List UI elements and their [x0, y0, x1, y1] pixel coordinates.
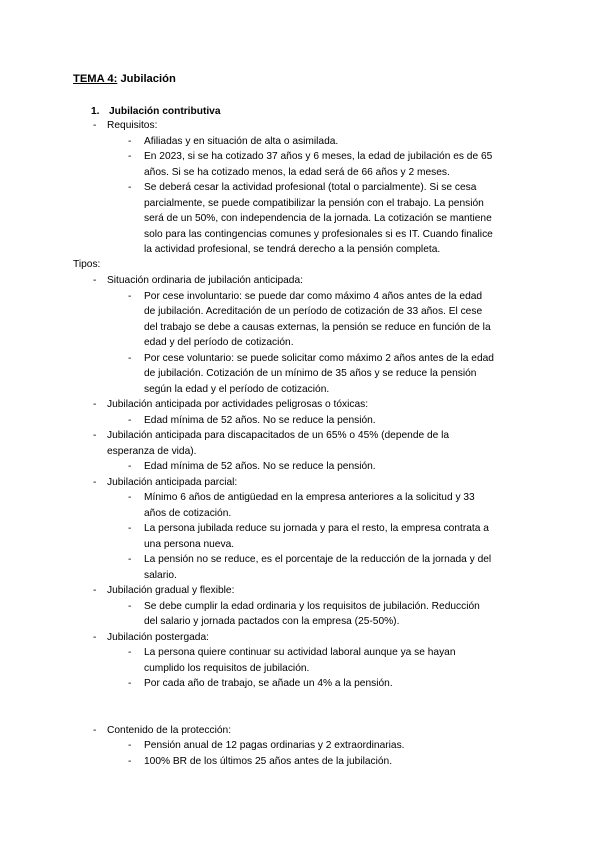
list-item-text: Edad mínima de 52 años. No se reduce la pensión.: [144, 461, 376, 472]
list-item-label: Requisitos:: [107, 120, 158, 131]
page-title: [73, 72, 176, 87]
list-item-text: edad y del período de cotización.: [144, 337, 294, 348]
level2-dash: -: [128, 151, 132, 162]
list-item-label: Jubilación anticipada parcial:: [107, 476, 238, 488]
list-item-text: de jubilación. Acreditación de un período de cotización de 33 años. El cese: [144, 306, 483, 317]
list-item-text: La pensión no se reduce, es el porcentaje de la reducción de la jornada y del: [144, 554, 492, 565]
level2-dash: -: [128, 740, 132, 751]
list-item-text: años de cotización.: [144, 507, 232, 519]
list-item-text: del trabajo se debe a causas externas, la pensión se reduce en función de la: [144, 321, 491, 333]
level2-dash: -: [128, 678, 132, 689]
level2-dash: -: [128, 135, 132, 147]
level2-dash: -: [128, 414, 132, 426]
list-item-text: 100% BR de los últimos 25 años antes de la jubilación.: [144, 755, 393, 767]
list-item-label: Jubilación gradual y flexible:: [107, 585, 235, 596]
level2-dash: -: [128, 523, 132, 534]
section-title: Jubilación contributiva: [109, 106, 221, 117]
level1-dash: -: [93, 275, 97, 286]
list-item-text: de jubilación. Cotización de un mínimo de 35 años y se reduce la pensión: [144, 368, 477, 379]
list-item-text: Se debe cumplir la edad ordinaria y los requisitos de jubilación. Reducción: [144, 600, 480, 612]
list-item-text: Por cese voluntario: se puede solicitar como máximo 2 años antes de la edad: [144, 352, 494, 364]
list-item-text: la actividad profesional, se tendrá derecho a la pensión completa.: [144, 244, 441, 255]
list-item-label: Situación ordinaria de jubilación anticipada:: [107, 275, 303, 286]
list-item-label: Contenido de la protección:: [107, 724, 232, 736]
list-item-label: esperanza de vida).: [107, 445, 197, 457]
level1-dash: -: [93, 724, 97, 736]
list-item-text: Por cese involuntario: se puede dar como máximo 4 años antes de la edad: [144, 290, 483, 302]
level1-dash: -: [93, 120, 97, 131]
level2-dash: -: [128, 352, 132, 364]
list-item-text: Por cada año de trabajo, se añade un 4% a la pensión.: [144, 678, 393, 689]
list-item-text: La persona quiere continuar su actividad laboral aunque ya se hayan: [144, 647, 456, 658]
list-item-label: Jubilación anticipada por actividades peligrosas o tóxicas:: [107, 399, 369, 410]
list-item-text: Edad mínima de 52 años. No se reduce la pensión.: [144, 414, 376, 426]
list-item-text: La persona jubilada reduce su jornada y para el resto, la empresa contrata a: [144, 523, 489, 534]
list-item-text: años. Si se ha cotizado menos, la edad será de 66 años y 2 meses.: [144, 166, 450, 178]
list-item-text: Se deberá cesar la actividad profesional (total o parcialmente). Si se cesa: [144, 182, 477, 193]
list-item-text: una persona nueva.: [144, 538, 235, 550]
level1-dash: -: [93, 430, 97, 441]
list-item-text: según la edad y el período de cotización.: [144, 383, 330, 395]
level2-dash: -: [128, 647, 132, 658]
title-label: TEMA 4:: [73, 73, 118, 85]
level2-dash: -: [128, 600, 132, 612]
list-item-text: del salario y jornada pactados con la empresa (25-50%).: [144, 616, 400, 627]
level1-dash: -: [93, 399, 97, 410]
list-item-text: En 2023, si se ha cotizado 37 años y 6 meses, la edad de jubilación es de 65: [144, 151, 493, 162]
list-item-label: Jubilación anticipada para discapacitados de un 65% o 45% (depende de la: [107, 430, 450, 441]
level1-dash: -: [93, 631, 97, 643]
list-item-text: Mínimo 6 años de antigüedad en la empresa anteriores a la solicitud y 33: [144, 492, 475, 503]
list-item-text: solo para las contingencias comunes y profesionales si es IT. Cuando finalice: [144, 228, 493, 240]
list-item-text: cumplido los requisitos de jubilación.: [144, 662, 310, 674]
level1-dash: -: [93, 585, 97, 596]
level2-dash: -: [128, 755, 132, 767]
level2-dash: -: [128, 492, 132, 503]
level2-dash: -: [128, 554, 132, 565]
level2-dash: -: [128, 182, 132, 193]
list-item-text: será de un 50%, con independencia de la jornada. La cotización se mantiene: [144, 213, 492, 224]
level2-dash: -: [128, 290, 132, 302]
title-rest: Jubilación: [117, 73, 176, 85]
level1-dash: -: [93, 476, 97, 488]
list-item-text: parcialmente, se puede compatibilizar la pensión con el trabajo. La pensión: [144, 197, 484, 209]
level2-dash: -: [128, 461, 132, 472]
list-item-text: Pensión anual de 12 pagas ordinarias y 2 extraordinarias.: [144, 740, 405, 751]
list-item-text: Afiliadas y en situación de alta o asimilada.: [144, 135, 339, 147]
tipos-label: Tipos:: [73, 259, 101, 270]
list-item-label: Jubilación postergada:: [107, 631, 209, 643]
list-item-text: salario.: [144, 569, 177, 581]
section-number: 1.: [91, 106, 100, 117]
